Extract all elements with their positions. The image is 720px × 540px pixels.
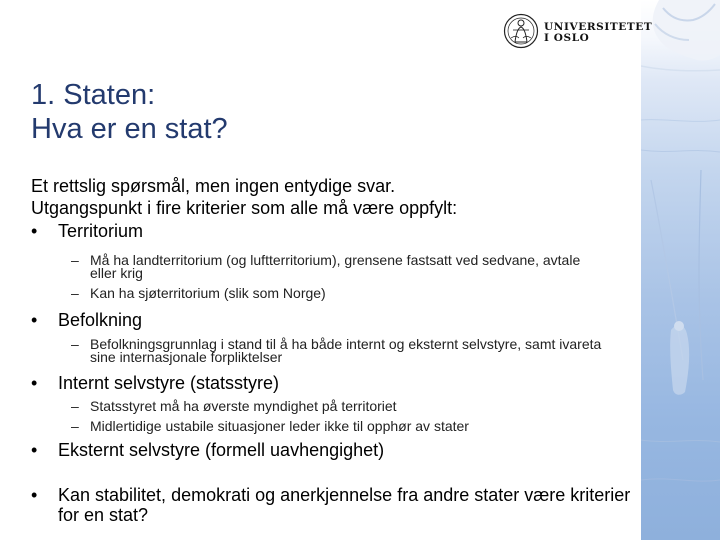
slide-title bbox=[31, 78, 228, 146]
university-name bbox=[544, 22, 652, 44]
dash-icon: – bbox=[71, 336, 79, 352]
intro-line1: Et rettslig spørsmål, men ingen entydige svar. bbox=[31, 176, 396, 196]
intro-line2: Utgangspunkt i fire kriterier som alle må være oppfylt: bbox=[31, 198, 458, 218]
bullet-text: Internt selvstyre (statsstyre) bbox=[58, 373, 280, 393]
sub-bullet-item bbox=[31, 400, 636, 413]
university-name-line1: UNIVERSITETET bbox=[544, 21, 653, 33]
bullet-text: Eksternt selvstyre (formell uavhengighet) bbox=[58, 440, 385, 460]
sub-bullet-item bbox=[31, 420, 636, 433]
sub-bullet-item bbox=[31, 254, 610, 280]
sub-bullet-text: Kan ha sjøterritorium (slik som Norge) bbox=[90, 285, 326, 301]
dash-icon: – bbox=[71, 252, 79, 268]
bullet-icon: • bbox=[31, 485, 38, 505]
bullet-icon: • bbox=[31, 440, 38, 460]
slide-title-line2: Hva er en stat? bbox=[31, 113, 228, 145]
bullet-item bbox=[31, 440, 636, 460]
bullet-item bbox=[31, 221, 636, 241]
bullet-icon: • bbox=[31, 373, 38, 393]
bullet-item bbox=[31, 373, 636, 393]
bullet-item bbox=[31, 485, 638, 525]
dash-icon: – bbox=[71, 398, 79, 414]
slide-title-line1: 1. Staten: bbox=[31, 79, 156, 111]
bullet-text: Befolkning bbox=[58, 310, 143, 330]
sub-bullet-item bbox=[31, 287, 636, 300]
bullet-item bbox=[31, 310, 636, 330]
sub-bullet-text: Må ha landterritorium (og luftterritorium), grensene fastsatt ved sedvane, avtale eller krig bbox=[90, 252, 581, 281]
bullet-text: Territorium bbox=[58, 221, 144, 241]
bullet-text: Kan stabilitet, demokrati og anerkjennelse fra andre stater være kriterier for en stat? bbox=[58, 485, 631, 525]
sub-bullet-text: Statsstyret må ha øverste myndighet på territoriet bbox=[90, 398, 397, 414]
sculpture-image bbox=[641, 0, 720, 540]
university-seal-icon bbox=[503, 12, 539, 50]
bullet-icon: • bbox=[31, 221, 38, 241]
dash-icon: – bbox=[71, 285, 79, 301]
university-logo bbox=[503, 12, 653, 52]
university-name-line2: I OSLO bbox=[544, 32, 590, 44]
sub-bullet-text: Midlertidige ustabile situasjoner leder ikke til opphør av stater bbox=[90, 418, 469, 434]
sub-bullet-text: Befolkningsgrunnlag i stand til å ha både internt og eksternt selvstyre, samt ivareta sine internasjonale forpliktelser bbox=[90, 336, 602, 365]
side-decoration bbox=[641, 0, 720, 540]
slide-body bbox=[31, 175, 636, 525]
dash-icon: – bbox=[71, 418, 79, 434]
sub-bullet-item bbox=[31, 338, 630, 364]
bullet-icon: • bbox=[31, 310, 38, 330]
